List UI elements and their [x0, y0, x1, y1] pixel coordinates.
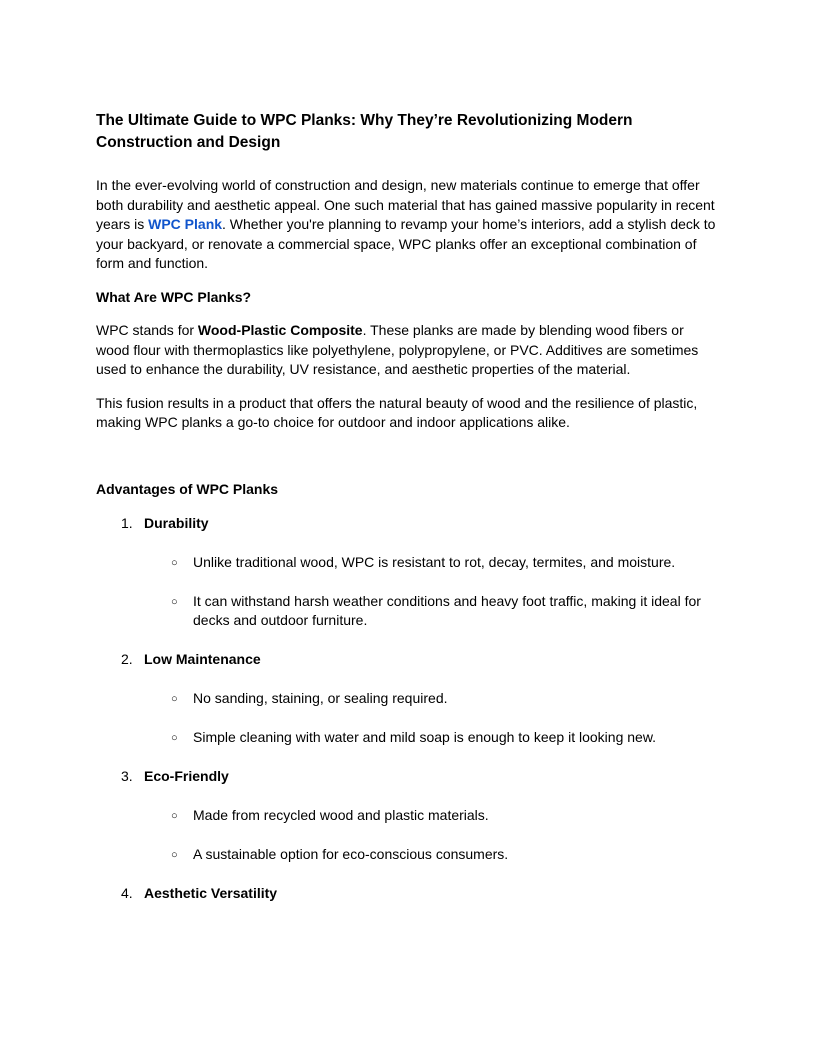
what-are-paragraph-1 — [96, 321, 720, 380]
bullet-text: Simple cleaning with water and mild soap is enough to keep it looking new. — [193, 729, 657, 745]
document-title: The Ultimate Guide to WPC Planks: Why They’re Revolutionizing Modern Construction and Design — [96, 112, 633, 151]
intro-paragraph — [96, 176, 720, 274]
wpc-plank-link[interactable]: WPC Plank — [148, 216, 223, 232]
section-heading-what-are-wpc-planks: What Are WPC Planks? — [96, 288, 252, 305]
bullet-text: Unlike traditional wood, WPC is resistant to rot, decay, termites, and moisture. — [193, 553, 676, 570]
blank-paragraph-spacer — [96, 447, 720, 467]
bullet-text: Made from recycled wood and plastic materials. — [193, 807, 489, 823]
advantage-bullet — [96, 728, 720, 748]
list-number: 3. — [121, 768, 133, 784]
what-are-paragraph-2: This fusion results in a product that offers the natural beauty of wood and the resilience of plastic, making WPC planks a go-to choice for outdoor and indoor applications alike. — [96, 394, 698, 430]
advantage-bullet — [96, 845, 720, 865]
section-heading-advantages: Advantages of WPC Planks — [96, 481, 279, 497]
advantage-item-low-maintenance — [96, 650, 720, 670]
advantage-item-durability — [96, 514, 720, 534]
bullet-text: A sustainable option for eco-conscious consumers. — [193, 846, 509, 862]
intro-text-before-link: In the ever-evolving world of construction and design, new materials continue to emerge that offer both durability and aesthetic appeal. One such material that has gained massive popularity in recent years is — [96, 177, 715, 232]
advantage-item-eco-friendly — [96, 767, 720, 787]
circle-bullet-icon: ○ — [171, 732, 178, 744]
advantage-title: Durability — [144, 514, 209, 531]
list-number: 1. — [121, 514, 133, 531]
advantage-bullet — [96, 592, 720, 631]
list-number: 4. — [121, 885, 133, 901]
circle-bullet-icon: ○ — [171, 849, 178, 861]
advantages-list — [96, 514, 720, 904]
advantage-item-aesthetic-versatility — [96, 884, 720, 904]
advantage-bullet — [96, 806, 720, 826]
circle-bullet-icon: ○ — [171, 595, 178, 608]
list-number: 2. — [121, 651, 133, 667]
circle-bullet-icon: ○ — [171, 810, 178, 822]
advantage-title: Low Maintenance — [144, 651, 261, 667]
circle-bullet-icon: ○ — [171, 693, 178, 705]
wood-plastic-composite-bold-text: Wood-Plastic Composite — [197, 322, 363, 338]
advantage-bullet — [96, 553, 720, 573]
bullet-text: No sanding, staining, or sealing required. — [193, 690, 448, 706]
advantage-title: Aesthetic Versatility — [144, 885, 278, 901]
what-are-text-before-bold: WPC stands for — [96, 322, 198, 338]
what-are-text-after-bold: . These planks are made by blending wood fibers or wood flour with thermoplastics like polyethylene, polypropylene, or PVC. Additives are sometimes used to enhance the durability, UV resistance, and aesthetic properties of the material. — [96, 322, 699, 377]
advantage-title: Eco-Friendly — [144, 768, 229, 784]
intro-text-after-link: . Whether you're planning to revamp your home’s interiors, add a stylish deck to your backyard, or renovate a commercial space, WPC planks offer an exceptional combination of form and function. — [96, 216, 716, 271]
bullet-text: It can withstand harsh weather conditions and heavy foot traffic, making it ideal for decks and outdoor furniture. — [193, 592, 701, 628]
advantage-bullet — [96, 689, 720, 709]
circle-bullet-icon: ○ — [171, 556, 178, 569]
